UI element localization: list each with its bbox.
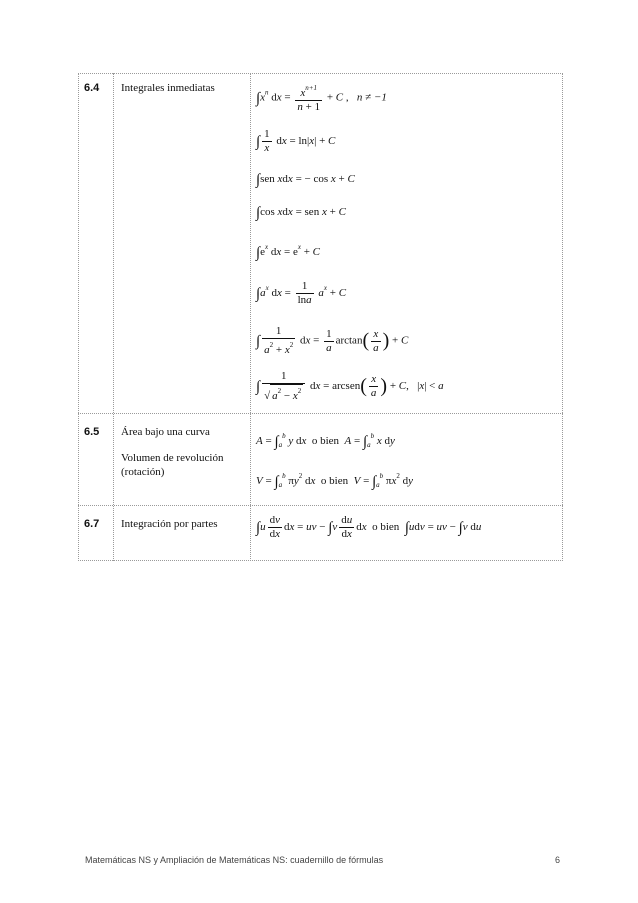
- row-divider: [78, 505, 563, 506]
- formula-parts: ∫u $\frac{dv}{dx}$ dx = uv − ∫v $\frac{du}{dx}$ dx o bien ∫udv = uv − ∫v du: [256, 514, 482, 540]
- row-title: Volumen de revolución: [121, 452, 224, 464]
- formula-volume: $V = \int_a^b$ $\pi y^2$ dx o bien $V = \int_a^b$ $\pi x^2$ dy: [256, 472, 414, 490]
- formula-power: $\int x^n$ dx = $\frac{x^{n+1}}{n + 1}$ + C , n ≠ −1: [256, 84, 387, 113]
- column-divider: [250, 73, 251, 561]
- row-title: (rotación): [121, 466, 165, 478]
- formula-cos: ∫cos xdx = sen x + C: [256, 205, 346, 221]
- formula-ax: $\int a^x$ dx = $\frac{1}{\ln a}$ $a^x + C$: [256, 280, 347, 306]
- footer-text: Matemáticas NS y Ampliación de Matemáticas NS: cuadernillo de fórmulas: [85, 855, 384, 865]
- formula-arcsin: ∫ $\frac{1}{√ a^2 - x^2}$ dx = arcsen( $\frac{x}{a}$ ) + C, |x| < a: [256, 370, 444, 402]
- row-number: 6.4: [84, 82, 100, 94]
- row-title: Integrales inmediatas: [121, 82, 215, 94]
- formula-exp: $\int e^x$ dx = $e^x + C$: [256, 243, 321, 261]
- row-number: 6.7: [84, 518, 100, 530]
- formula-reciprocal: ∫ $\frac{1}{x}$ dx = ln|x| + C: [256, 128, 336, 154]
- row-title: Área bajo una curva: [121, 426, 210, 438]
- formula-arctan: ∫ $\frac{1}{a^2 + x^2}$ dx = $\frac{1}{a}$ arctan( $\frac{x}{a}$ ) + C: [256, 325, 409, 356]
- formula-sin: ∫sen xdx = − cos x + C: [256, 172, 355, 188]
- row-divider: [78, 413, 563, 414]
- row-title: Integración por partes: [121, 518, 218, 530]
- row-number: 6.5: [84, 426, 100, 438]
- page-number: 6: [555, 855, 561, 865]
- column-divider: [113, 73, 114, 561]
- formula-area: $A = \int_a^b$ y dx o bien $A = \int_a^b$ x dy: [256, 432, 395, 450]
